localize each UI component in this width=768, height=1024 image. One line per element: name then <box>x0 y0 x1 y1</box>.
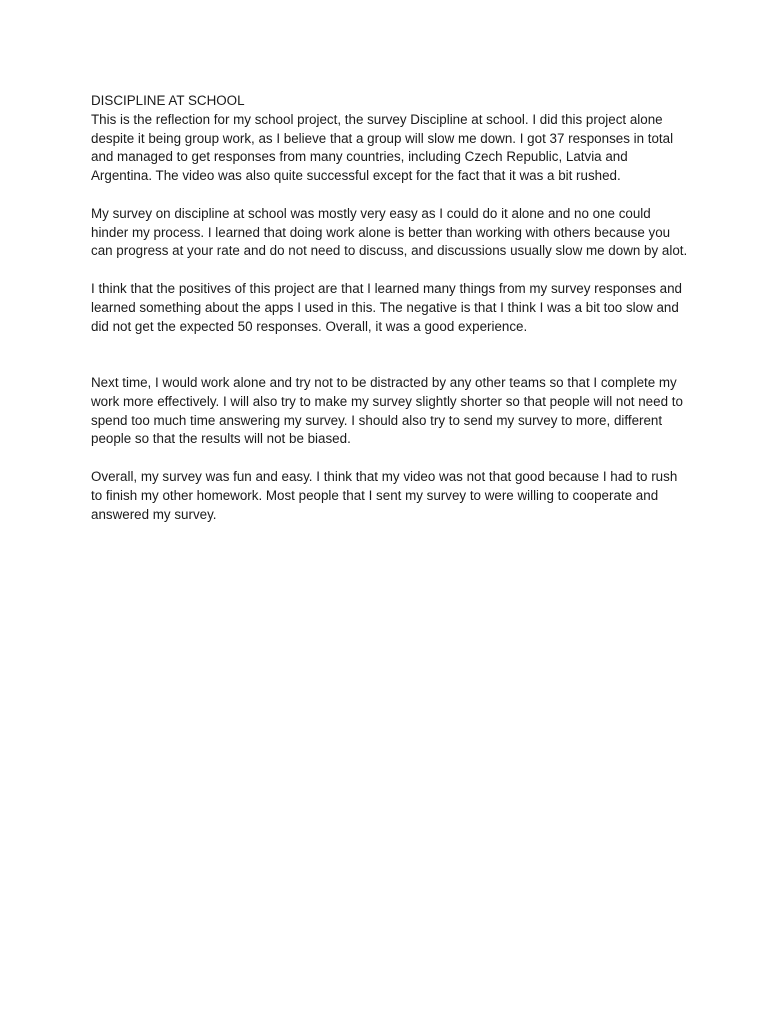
paragraph-overall: Overall, my survey was fun and easy. I think that my video was not that good because I had to rush to finish my other homework. Most people that I sent my survey to were willing to cooperate and answered my survey. <box>91 468 678 522</box>
document-body <box>91 92 691 524</box>
paragraph-next-time: Next time, I would work alone and try not to be distracted by any other teams so that I complete my work more effectively. I will also try to make my survey slightly shorter so that people will not need to spend too much time answering my survey. I should also try to send my survey to more, different people so that the results will not be biased. <box>91 374 683 447</box>
paragraph-survey-process: My survey on discipline at school was mostly very easy as I could do it alone and no one could hinder my process. I learned that doing work alone is better than working with others because you can progress at your rate and do not need to discuss, and discussions usually slow me down by alot. <box>91 205 688 259</box>
document-title: DISCIPLINE AT SCHOOL <box>91 93 245 108</box>
paragraph-positives-negatives: I think that the positives of this project are that I learned many things from my survey responses and learned something about the apps I used in this. The negative is that I think I was a bit too slow and did not get the expected 50 responses. Overall, it was a good experience. <box>91 280 682 334</box>
paragraph-introduction: This is the reflection for my school project, the survey Discipline at school. I did this project alone despite it being group work, as I believe that a group will slow me down. I got 37 responses in total and managed to get responses from many countries, including Czech Republic, Latvia and Argentina. The video was also quite successful except for the fact that it was a bit rushed. <box>91 111 674 184</box>
